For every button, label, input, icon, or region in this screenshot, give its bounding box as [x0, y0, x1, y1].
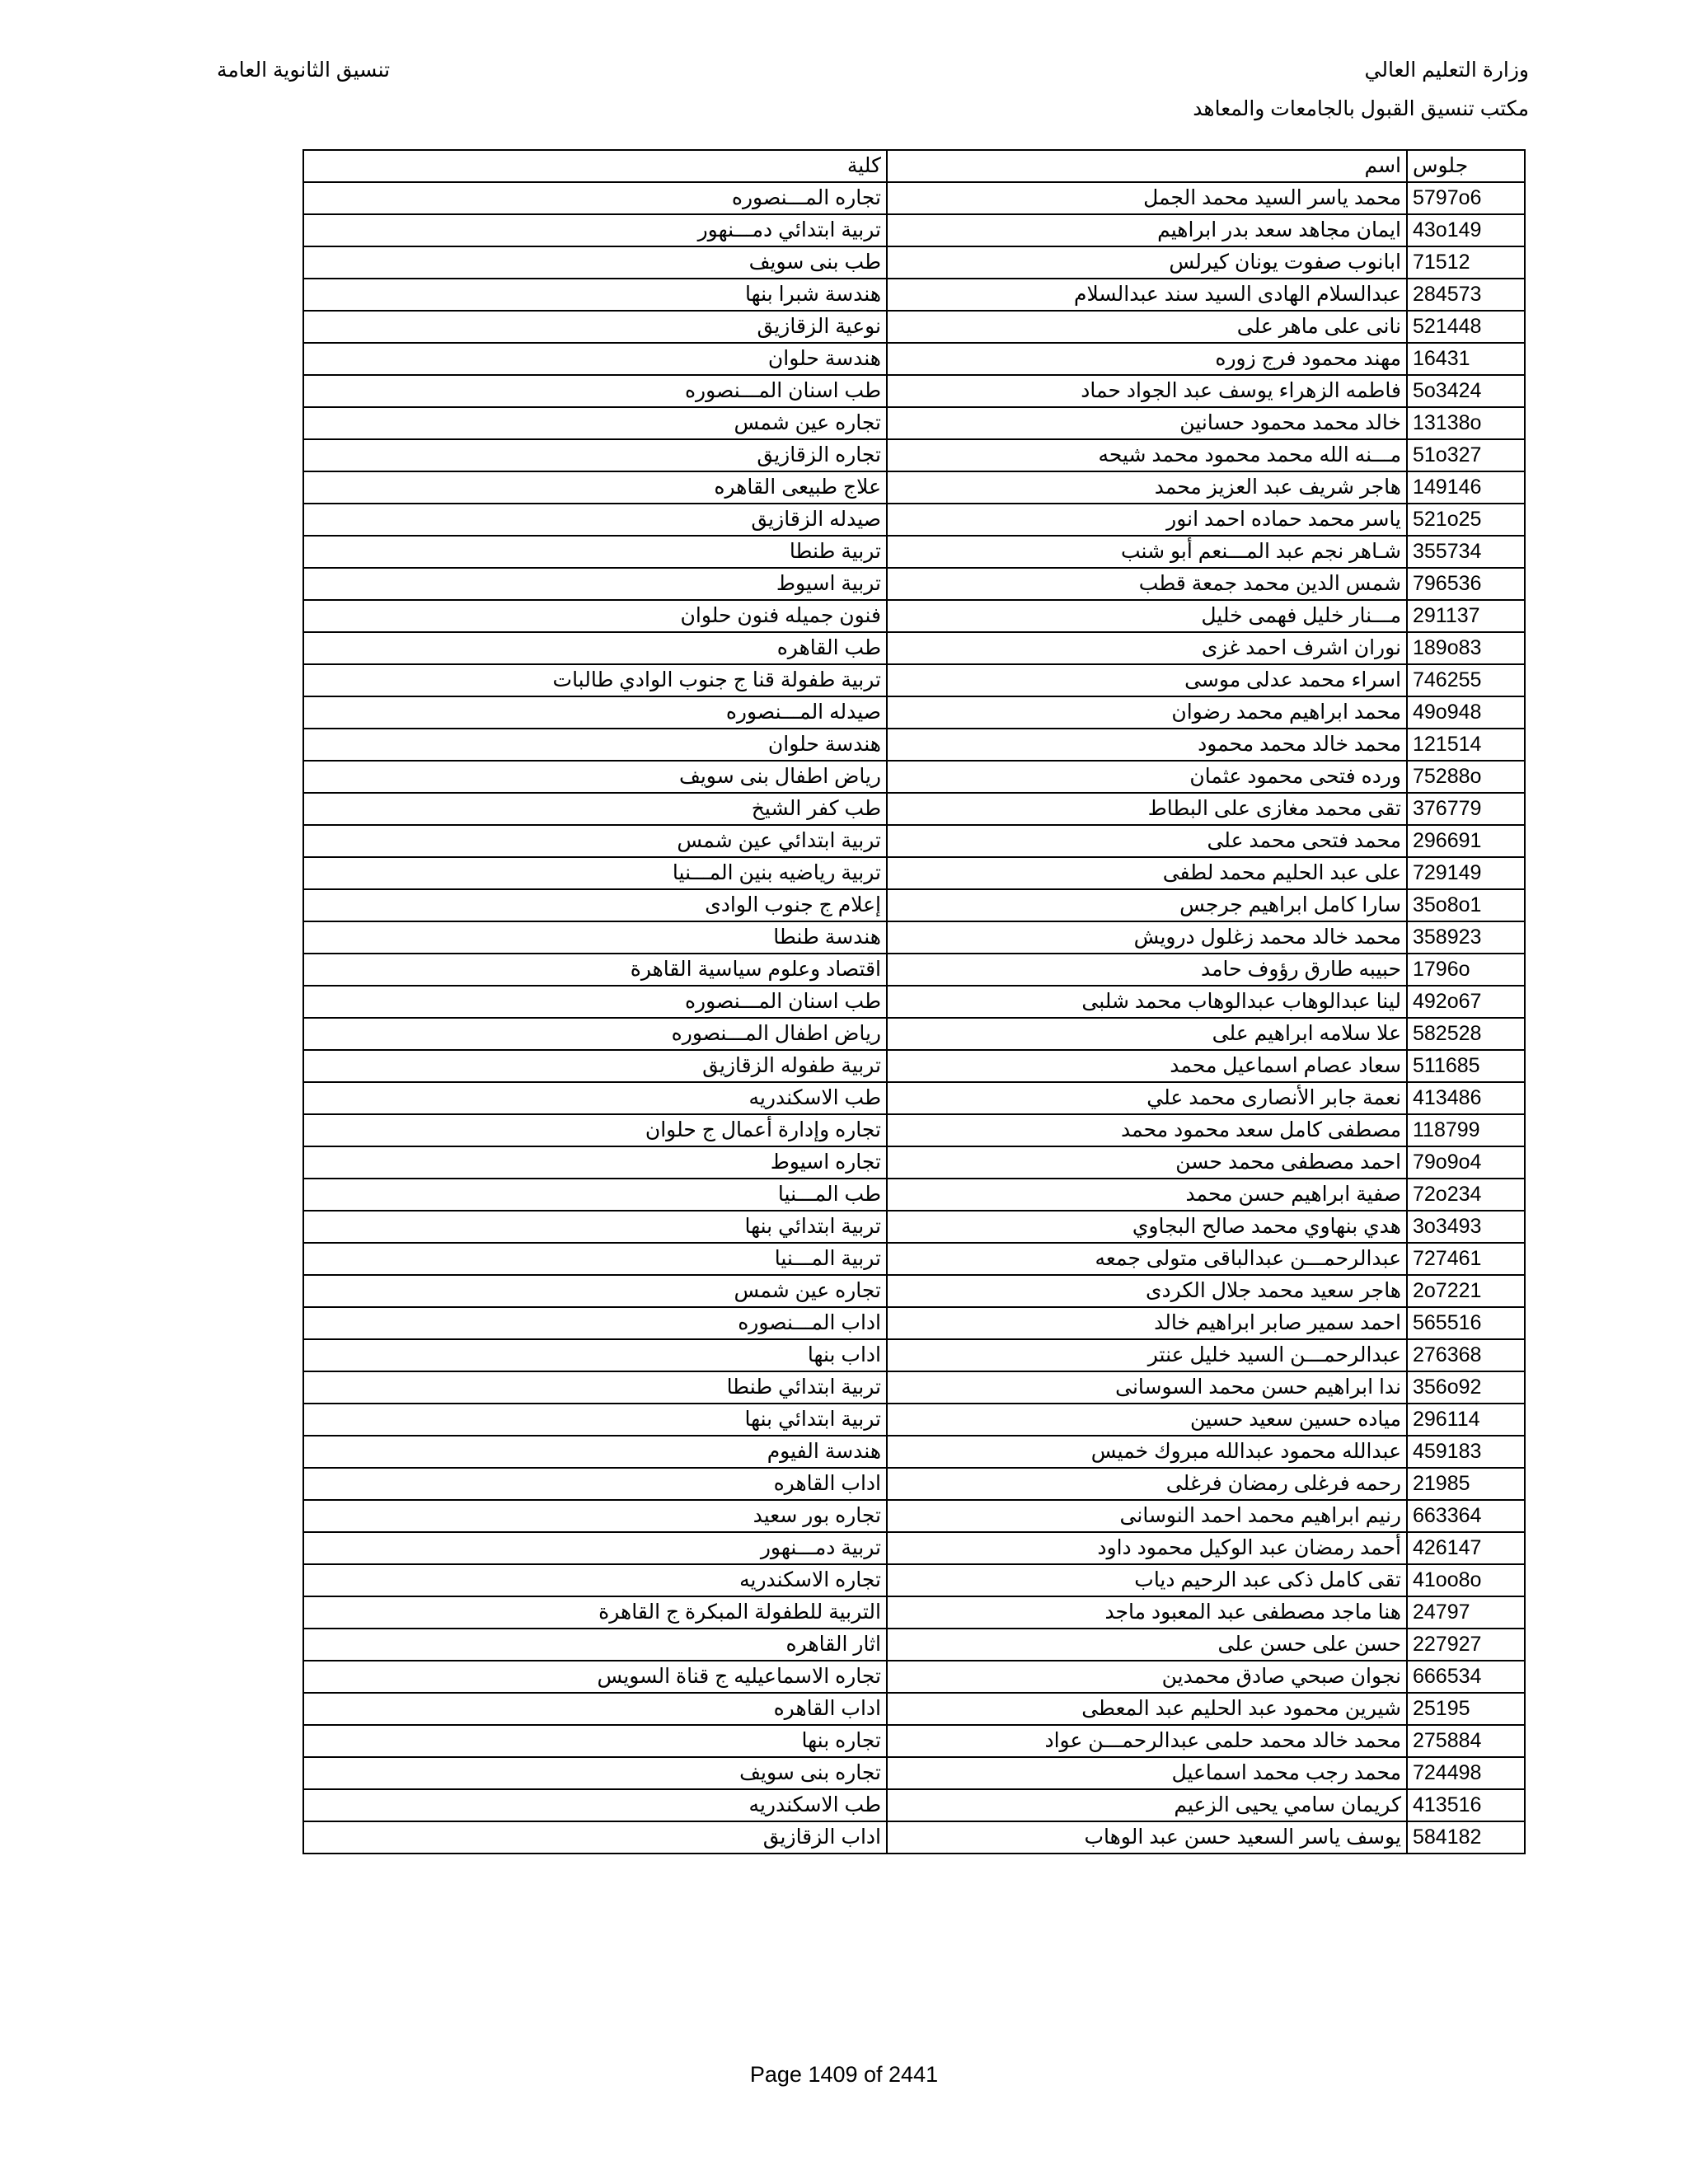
- table-row: [303, 729, 1525, 761]
- name-cell: خالد محمد محمود حسانين: [887, 407, 1407, 439]
- table-row: [303, 246, 1525, 279]
- college-cell: اداب المـــنصوره: [303, 1307, 887, 1339]
- table-row: [303, 1757, 1525, 1789]
- seat-number-cell: 291137: [1407, 600, 1525, 632]
- table-row: [303, 664, 1525, 696]
- seat-number-cell: 796536: [1407, 568, 1525, 600]
- college-cell: تربية طفولة قنا ج جنوب الوادي طالبات: [303, 664, 887, 696]
- name-cell: نجوان صبحي صادق محمدين: [887, 1661, 1407, 1693]
- college-cell: طب الاسكندريه: [303, 1082, 887, 1114]
- table-row: [303, 279, 1525, 311]
- seat-number-cell: 459183: [1407, 1436, 1525, 1468]
- table-row: [303, 1789, 1525, 1821]
- name-cell: ابانوب صفوت يونان كيرلس: [887, 246, 1407, 279]
- seat-number-cell: 276368: [1407, 1339, 1525, 1371]
- college-cell: تربية ابتدائي بنها: [303, 1211, 887, 1243]
- college-cell: هندسة حلوان: [303, 729, 887, 761]
- header-name: اسم: [887, 150, 1407, 182]
- name-cell: لينا عبدالوهاب عبدالوهاب محمد شلبى: [887, 986, 1407, 1018]
- college-cell: رياض اطفال المـــنصوره: [303, 1018, 887, 1050]
- name-cell: رنيم ابراهيم محمد احمد النوسانى: [887, 1500, 1407, 1532]
- seat-number-cell: 72o234: [1407, 1179, 1525, 1211]
- table-row: [303, 1211, 1525, 1243]
- seat-number-cell: 376779: [1407, 793, 1525, 825]
- college-cell: تربية رياضيه بنين المـــنيا: [303, 857, 887, 889]
- college-cell: تربية طنطا: [303, 536, 887, 568]
- name-cell: مصطفى كامل سعد محمود محمد: [887, 1114, 1407, 1146]
- seat-number-cell: 16431: [1407, 343, 1525, 375]
- college-cell: تجاره عين شمس: [303, 1275, 887, 1307]
- table-header-row: [303, 150, 1525, 182]
- name-cell: هنا ماجد مصطفى عبد المعبود ماجد: [887, 1596, 1407, 1629]
- name-cell: حسن على حسن على: [887, 1629, 1407, 1661]
- table-row: [303, 825, 1525, 857]
- seat-number-cell: 51o327: [1407, 439, 1525, 471]
- name-cell: مياده حسين سعيد حسين: [887, 1404, 1407, 1436]
- name-cell: يوسف ياسر السعيد حسن عبد الوهاب: [887, 1821, 1407, 1854]
- seat-number-cell: 413516: [1407, 1789, 1525, 1821]
- name-cell: هدي بنهاوي محمد صالح البجاوي: [887, 1211, 1407, 1243]
- college-cell: اثار القاهره: [303, 1629, 887, 1661]
- college-cell: هندسة حلوان: [303, 343, 887, 375]
- table-row: [303, 954, 1525, 986]
- college-cell: تجاره الاسماعيليه ج قناة السويس: [303, 1661, 887, 1693]
- name-cell: هاجر شريف عبد العزيز محمد: [887, 471, 1407, 504]
- seat-number-cell: 582528: [1407, 1018, 1525, 1050]
- seat-number-cell: 75288o: [1407, 761, 1525, 793]
- ministry-name: وزارة التعليم العالي: [1364, 59, 1529, 82]
- table-row: [303, 343, 1525, 375]
- college-cell: تجاره الاسكندريه: [303, 1564, 887, 1596]
- name-cell: شيرين محمود عبد الحليم عبد المعطى: [887, 1693, 1407, 1725]
- college-cell: اداب الزقازيق: [303, 1821, 887, 1854]
- college-cell: صيدله المـــنصوره: [303, 696, 887, 729]
- seat-number-cell: 49o948: [1407, 696, 1525, 729]
- name-cell: احمد مصطفى محمد حسن: [887, 1146, 1407, 1179]
- table-row: [303, 600, 1525, 632]
- header-seat-number: جلوس: [1407, 150, 1525, 182]
- table-row: [303, 1114, 1525, 1146]
- college-cell: تربية ابتدائي دمـــنهور: [303, 214, 887, 246]
- seat-number-cell: 5o3424: [1407, 375, 1525, 407]
- college-cell: تربية اسيوط: [303, 568, 887, 600]
- seat-number-cell: 25195: [1407, 1693, 1525, 1725]
- table-row: [303, 1339, 1525, 1371]
- name-cell: مـــنار خليل فهمى خليل: [887, 600, 1407, 632]
- ministry-header: [1193, 54, 1529, 132]
- table-row: [303, 696, 1525, 729]
- seat-number-cell: 79o9o4: [1407, 1146, 1525, 1179]
- name-cell: كريمان سامي يحيى الزعيم: [887, 1789, 1407, 1821]
- table-row: [303, 182, 1525, 214]
- college-cell: تربية ابتدائي طنطا: [303, 1371, 887, 1404]
- table-row: [303, 1532, 1525, 1564]
- name-cell: على عبد الحليم محمد لطفى: [887, 857, 1407, 889]
- name-cell: ندا ابراهيم حسن محمد السوسانى: [887, 1371, 1407, 1404]
- table-row: [303, 1050, 1525, 1082]
- table-row: [303, 375, 1525, 407]
- seat-number-cell: 521o25: [1407, 504, 1525, 536]
- seat-number-cell: 356o92: [1407, 1371, 1525, 1404]
- office-name: مكتب تنسيق القبول بالجامعات والمعاهد: [1193, 97, 1529, 120]
- name-cell: محمد ياسر السيد محمد الجمل: [887, 182, 1407, 214]
- name-cell: رحمه فرغلى رمضان فرغلى: [887, 1468, 1407, 1500]
- table-row: [303, 1436, 1525, 1468]
- table-row: [303, 632, 1525, 664]
- table-row: [303, 1500, 1525, 1532]
- name-cell: ياسر محمد حماده احمد انور: [887, 504, 1407, 536]
- seat-number-cell: 35o8o1: [1407, 889, 1525, 921]
- college-cell: تجاره الزقازيق: [303, 439, 887, 471]
- college-cell: طب كفر الشيخ: [303, 793, 887, 825]
- name-cell: ورده فتحى محمود عثمان: [887, 761, 1407, 793]
- name-cell: محمد رجب محمد اسماعيل: [887, 1757, 1407, 1789]
- seat-number-cell: 413486: [1407, 1082, 1525, 1114]
- seat-number-cell: 492o67: [1407, 986, 1525, 1018]
- name-cell: هاجر سعيد محمد جلال الكردى: [887, 1275, 1407, 1307]
- table-row: [303, 1693, 1525, 1725]
- seat-number-cell: 275884: [1407, 1725, 1525, 1757]
- table-row: [303, 439, 1525, 471]
- table-row: [303, 857, 1525, 889]
- name-cell: شمس الدين محمد جمعة قطب: [887, 568, 1407, 600]
- table-row: [303, 1243, 1525, 1275]
- table-row: [303, 761, 1525, 793]
- seat-number-cell: 663364: [1407, 1500, 1525, 1532]
- name-cell: عبدالسلام الهادى السيد سند عبدالسلام: [887, 279, 1407, 311]
- seat-number-cell: 584182: [1407, 1821, 1525, 1854]
- name-cell: محمد ابراهيم محمد رضوان: [887, 696, 1407, 729]
- seat-number-cell: 296691: [1407, 825, 1525, 857]
- college-cell: هندسة الفيوم: [303, 1436, 887, 1468]
- college-cell: تجاره عين شمس: [303, 407, 887, 439]
- seat-number-cell: 729149: [1407, 857, 1525, 889]
- name-cell: ايمان مجاهد سعد بدر ابراهيم: [887, 214, 1407, 246]
- table-row: [303, 1661, 1525, 1693]
- table-row: [303, 407, 1525, 439]
- seat-number-cell: 3o3493: [1407, 1211, 1525, 1243]
- college-cell: التربية للطفولة المبكرة ج القاهرة: [303, 1596, 887, 1629]
- college-cell: اداب القاهره: [303, 1693, 887, 1725]
- college-cell: تجاره وإدارة أعمال ج حلوان: [303, 1114, 887, 1146]
- name-cell: أحمد رمضان عبد الوكيل محمود داود: [887, 1532, 1407, 1564]
- college-cell: تربية دمـــنهور: [303, 1532, 887, 1564]
- name-cell: شـاهر نجم عبد المـــنعم أبو شنب: [887, 536, 1407, 568]
- college-cell: هندسة شبرا بنها: [303, 279, 887, 311]
- name-cell: احمد سمير صابر ابراهيم خالد: [887, 1307, 1407, 1339]
- name-cell: تقى محمد مغازى على البطاط: [887, 793, 1407, 825]
- table-row: [303, 1564, 1525, 1596]
- name-cell: محمد خالد محمد محمود: [887, 729, 1407, 761]
- seat-number-cell: 189o83: [1407, 632, 1525, 664]
- college-cell: طب المـــنيا: [303, 1179, 887, 1211]
- college-cell: طب اسنان المـــنصوره: [303, 986, 887, 1018]
- seat-number-cell: 296114: [1407, 1404, 1525, 1436]
- table-row: [303, 471, 1525, 504]
- seat-number-cell: 358923: [1407, 921, 1525, 954]
- seat-number-cell: 666534: [1407, 1661, 1525, 1693]
- table-row: [303, 986, 1525, 1018]
- name-cell: عبدالله محمود عبدالله مبروك خميس: [887, 1436, 1407, 1468]
- college-cell: إعلام ج جنوب الوادى: [303, 889, 887, 921]
- seat-number-cell: 149146: [1407, 471, 1525, 504]
- name-cell: تقى كامل ذكى عبد الرحيم دياب: [887, 1564, 1407, 1596]
- college-cell: تربية ابتدائي عين شمس: [303, 825, 887, 857]
- page-number: Page 1409 of 2441: [749, 2062, 939, 2087]
- table-row: [303, 1404, 1525, 1436]
- college-cell: تجاره بور سعيد: [303, 1500, 887, 1532]
- seat-number-cell: 746255: [1407, 664, 1525, 696]
- seat-number-cell: 355734: [1407, 536, 1525, 568]
- seat-number-cell: 24797: [1407, 1596, 1525, 1629]
- name-cell: محمد فتحى محمد على: [887, 825, 1407, 857]
- table-row: [303, 1082, 1525, 1114]
- table-row: [303, 1307, 1525, 1339]
- name-cell: سعاد عصام اسماعيل محمد: [887, 1050, 1407, 1082]
- name-cell: عبدالرحمـــن السيد خليل عنتر: [887, 1339, 1407, 1371]
- table-row: [303, 1179, 1525, 1211]
- college-cell: هندسة طنطا: [303, 921, 887, 954]
- college-cell: اداب بنها: [303, 1339, 887, 1371]
- college-cell: نوعية الزقازيق: [303, 311, 887, 343]
- table-row: [303, 504, 1525, 536]
- seat-number-cell: 727461: [1407, 1243, 1525, 1275]
- name-cell: سارا كامل ابراهيم جرجس: [887, 889, 1407, 921]
- table-row: [303, 1821, 1525, 1854]
- seat-number-cell: 227927: [1407, 1629, 1525, 1661]
- table-row: [303, 1275, 1525, 1307]
- seat-number-cell: 43o149: [1407, 214, 1525, 246]
- name-cell: حبيبه طارق رؤوف حامد: [887, 954, 1407, 986]
- seat-number-cell: 565516: [1407, 1307, 1525, 1339]
- table-row: [303, 1468, 1525, 1500]
- college-cell: طب بنى سويف: [303, 246, 887, 279]
- table-row: [303, 1629, 1525, 1661]
- header-college: كلية: [303, 150, 887, 182]
- seat-number-cell: 724498: [1407, 1757, 1525, 1789]
- name-cell: محمد خالد محمد حلمى عبدالرحمـــن عواد: [887, 1725, 1407, 1757]
- table-row: [303, 793, 1525, 825]
- name-cell: عبدالرحمـــن عبدالباقى متولى جمعه: [887, 1243, 1407, 1275]
- college-cell: طب اسنان المـــنصوره: [303, 375, 887, 407]
- name-cell: علا سلامه ابراهيم على: [887, 1018, 1407, 1050]
- seat-number-cell: 21985: [1407, 1468, 1525, 1500]
- college-cell: طب الاسكندريه: [303, 1789, 887, 1821]
- name-cell: صفية ابراهيم حسن محمد: [887, 1179, 1407, 1211]
- results-table: [302, 149, 1526, 1854]
- name-cell: نوران اشرف احمد غزى: [887, 632, 1407, 664]
- table-row: [303, 568, 1525, 600]
- name-cell: نانى على ماهر على: [887, 311, 1407, 343]
- table-row: [303, 1146, 1525, 1179]
- college-cell: تجاره اسيوط: [303, 1146, 887, 1179]
- college-cell: تجاره بنى سويف: [303, 1757, 887, 1789]
- college-cell: تربية ابتدائي بنها: [303, 1404, 887, 1436]
- college-cell: تربية المـــنيا: [303, 1243, 887, 1275]
- college-cell: تجاره بنها: [303, 1725, 887, 1757]
- table-row: [303, 1596, 1525, 1629]
- table-row: [303, 214, 1525, 246]
- table-row: [303, 1371, 1525, 1404]
- college-cell: فنون جميله فنون حلوان: [303, 600, 887, 632]
- seat-number-cell: 521448: [1407, 311, 1525, 343]
- seat-number-cell: 71512: [1407, 246, 1525, 279]
- seat-number-cell: 284573: [1407, 279, 1525, 311]
- name-cell: مهند محمود فرج زوره: [887, 343, 1407, 375]
- seat-number-cell: 13138o: [1407, 407, 1525, 439]
- table-row: [303, 536, 1525, 568]
- seat-number-cell: 5797o6: [1407, 182, 1525, 214]
- table-row: [303, 1725, 1525, 1757]
- name-cell: نعمة جابر الأنصارى محمد علي: [887, 1082, 1407, 1114]
- seat-number-cell: 2o7221: [1407, 1275, 1525, 1307]
- college-cell: طب القاهره: [303, 632, 887, 664]
- seat-number-cell: 426147: [1407, 1532, 1525, 1564]
- college-cell: اقتصاد وعلوم سياسية القاهرة: [303, 954, 887, 986]
- name-cell: اسراء محمد عدلى موسى: [887, 664, 1407, 696]
- table-row: [303, 889, 1525, 921]
- name-cell: محمد خالد محمد زغلول درويش: [887, 921, 1407, 954]
- college-cell: صيدله الزقازيق: [303, 504, 887, 536]
- name-cell: فاطمه الزهراء يوسف عبد الجواد حماد: [887, 375, 1407, 407]
- table-row: [303, 311, 1525, 343]
- college-cell: علاج طبيعى القاهره: [303, 471, 887, 504]
- college-cell: تربية طفوله الزقازيق: [303, 1050, 887, 1082]
- seat-number-cell: 118799: [1407, 1114, 1525, 1146]
- seat-number-cell: 1796o: [1407, 954, 1525, 986]
- seat-number-cell: 41oo8o: [1407, 1564, 1525, 1596]
- college-cell: رياض اطفال بنى سويف: [303, 761, 887, 793]
- college-cell: تجاره المـــنصوره: [303, 182, 887, 214]
- coordination-title: تنسيق الثانوية العامة: [217, 59, 391, 82]
- table-row: [303, 921, 1525, 954]
- seat-number-cell: 511685: [1407, 1050, 1525, 1082]
- seat-number-cell: 121514: [1407, 729, 1525, 761]
- name-cell: مـــنه الله محمد محمود محمد شيحه: [887, 439, 1407, 471]
- table-row: [303, 1018, 1525, 1050]
- college-cell: اداب القاهره: [303, 1468, 887, 1500]
